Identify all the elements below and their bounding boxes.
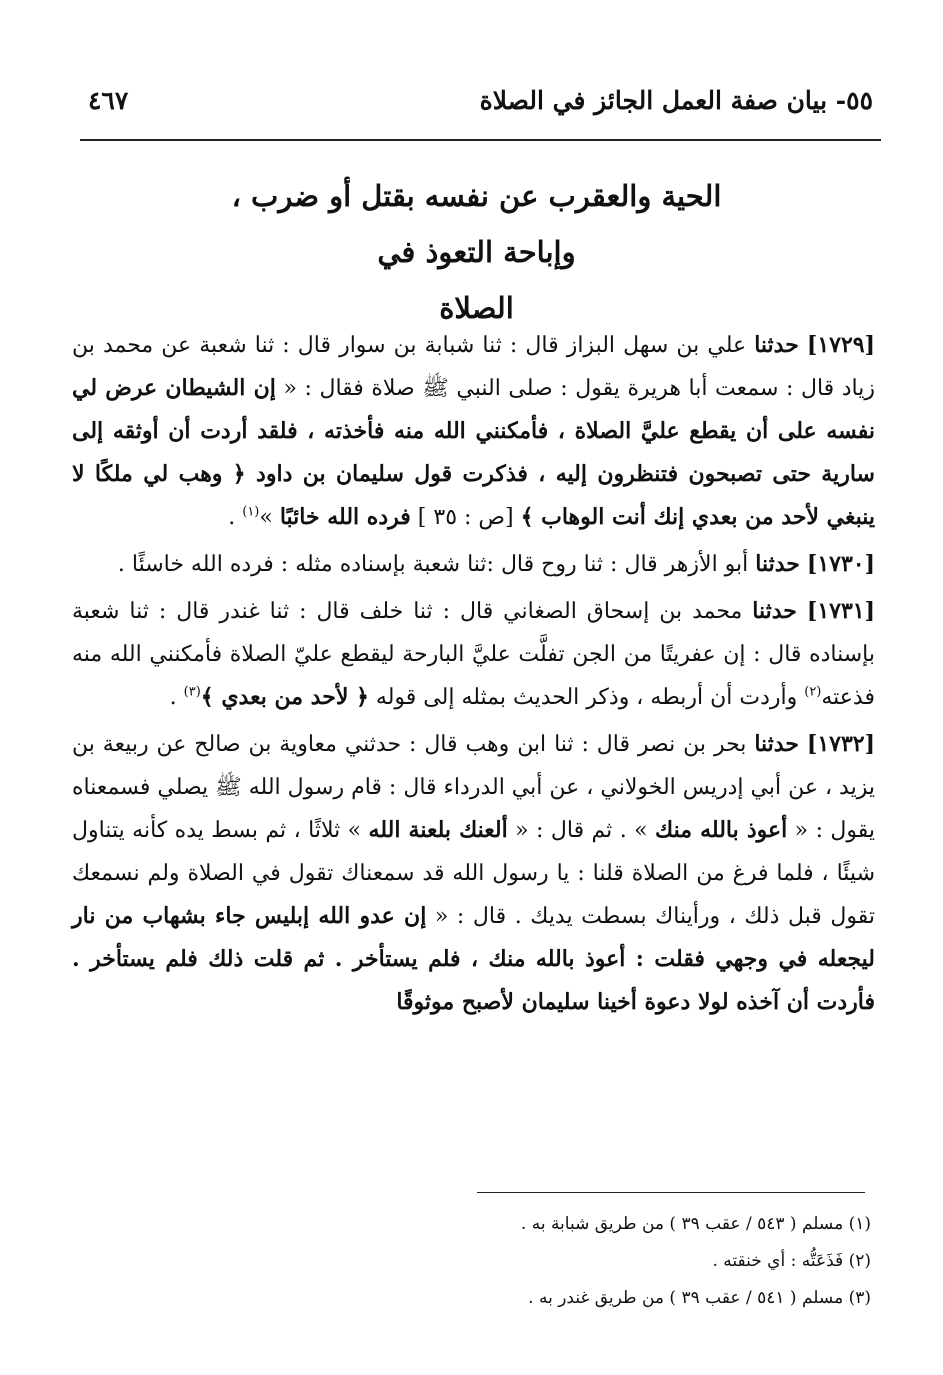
hadith-matn-a: أعوذ بالله منك: [655, 817, 788, 843]
quote-close: »: [259, 505, 280, 530]
hadith-number: [١٧٣٠]: [806, 551, 875, 577]
footnote-ref-3[interactable]: (٣): [183, 684, 201, 700]
hadith-entry-1732: [72, 723, 875, 1024]
hadith-matn-c: إن عدو الله إبليس جاء بشهاب من نار ليجعله في وجهي فقلت : أعوذ بالله منك ، فلم يستأخر . ثم قلت ذلك فلم يستأخر . فأردت أن آخذه لولا دعوة أخينا سليمان لأصبح موثوقًا: [72, 903, 875, 1015]
hadith-number: [١٧٣٢]: [806, 731, 875, 757]
hadith-text-3: » ثلاثًا ، ثم بسط يده كأنه يتناول شيئًا ، فلما فرغ من الصلاة قلنا : يا رسول الله قد سمعناك تقول في الصلاة ولم نسمعك تقول قبل ذلك ، ورأيناك بسطت يديك . قال : «: [72, 818, 875, 929]
hadith-number: [١٧٢٩]: [806, 332, 875, 358]
chapter-heading-line-1: الحية والعقرب عن نفسه بقتل أو ضرب ،: [231, 179, 722, 213]
footnote-2: (٢) فَذَعَتُّه : أي خنقته .: [712, 1251, 871, 1271]
hadith-body: [72, 324, 875, 1028]
footnote-ref-2[interactable]: (٢): [804, 684, 822, 700]
chapter-heading-line-3: الصلاة: [439, 291, 514, 325]
hadith-opening: حدثنا: [754, 731, 799, 757]
chapter-heading-line-2: وإباحة التعوذ في: [377, 235, 576, 269]
running-title: ٥٥- بيان صفة العمل الجائز في الصلاة: [479, 86, 873, 115]
hadith-text-continued: وأردت أن أربطه ، وذكر الحديث بمثله إلى قوله: [368, 685, 805, 710]
hadith-entry-1731: [72, 590, 875, 719]
hadith-opening: حدثنا: [755, 551, 800, 577]
hadith-entry-1730: [72, 543, 875, 586]
hadith-matn: إن الشيطان عرض لي نفسه على أن يقطع عليَّ الصلاة ، فأمكنني الله منه فأخذته ، فلقد أردت أن أوثقه إلى سارية حتى تصبحون فتنظرون إليه ، فذكرت قول سليمان بن داود ﴿ وهب لي ملكًا لا ينبغي لأحد من بعدي إنك أنت الوهاب ﴾: [72, 375, 875, 530]
footnote-1: (١) مسلم ( ٥٤٣ / عقب ٣٩ ) من طريق شبابة به .: [520, 1214, 871, 1234]
hadith-text: محمد بن إسحاق الصغاني قال : ثنا خلف قال : ثنا غندر قال : ثنا شعبة بإسناده قال : إن عفريتًا من الجن تفلَّت عليَّ البارحة ليقطع عليّ الصلاة فأمكنني الله منه فذعته: [72, 599, 875, 710]
hadith-text: أبو الأزهر قال : ثنا روح قال :ثنا شعبة بإسناده مثله : فرده الله خاسئًا .: [117, 552, 756, 577]
hadith-matn-b: ألعنك بلعنة الله: [368, 817, 508, 843]
hadith-number: [١٧٣١]: [806, 598, 875, 624]
chapter-heading: [80, 168, 873, 336]
sentence-end: .: [169, 685, 184, 710]
footnote-rule: [477, 1192, 865, 1193]
hadith-text: بحر بن نصر قال : ثنا ابن وهب قال : حدثني معاوية بن صالح عن ربيعة بن يزيد ، عن أبي إدريس الخولاني ، عن أبي الدرداء قال : قام رسول الله ﷺ يصلي فسمعناه يقول : «: [72, 732, 876, 843]
footnote-ref-1[interactable]: (١): [242, 504, 260, 520]
sentence-end: .: [228, 505, 243, 530]
quran-reference: [ص : ٣٥ ]: [410, 505, 521, 530]
footnote-3: (٣) مسلم ( ٥٤١ / عقب ٣٩ ) من طريق غندر به .: [528, 1288, 871, 1308]
hadith-isnad: علي بن سهل البزاز قال : ثنا شبابة بن سوار قال : ثنا شعبة عن محمد بن زياد قال : سمعت أبا هريرة يقول : صلى النبي ﷺ صلاة فقال : «: [72, 333, 875, 401]
hadith-matn-end: فرده الله خائبًا: [279, 504, 411, 530]
hadith-opening: حدثنا: [754, 332, 799, 358]
hadith-text-2: » . ثم قال : «: [507, 818, 656, 843]
hadith-entry-1729: [72, 324, 875, 539]
running-header: [88, 86, 873, 126]
header-rule: [80, 139, 881, 141]
footnotes: [351, 1206, 871, 1317]
page-number: ٤٦٧: [88, 86, 129, 115]
hadith-opening: حدثنا: [752, 598, 797, 624]
quran-quote: ﴿ لأحد من بعدي ﴾: [200, 684, 369, 710]
